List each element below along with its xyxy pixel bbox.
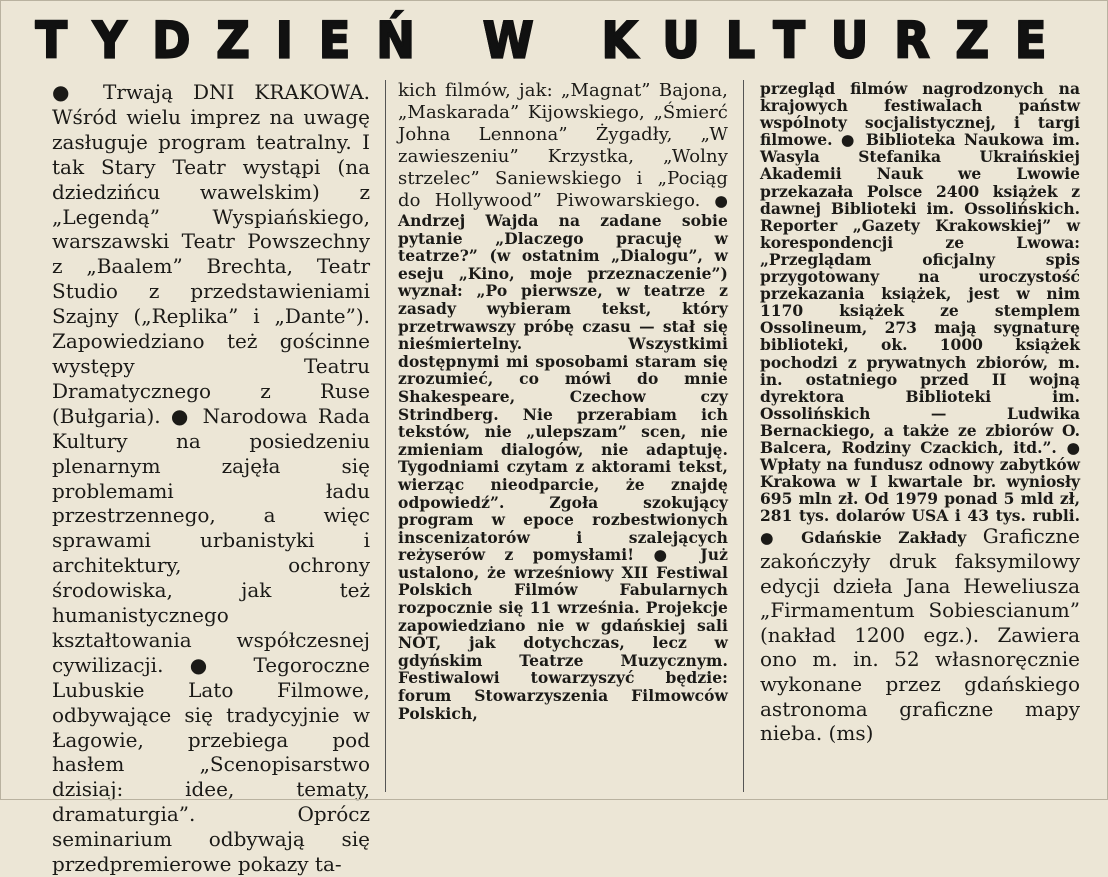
article-column-2 [398, 80, 728, 795]
column-text: przegląd filmów nagrodzonych na krajowych festiwalach państw wspólnoty socjalistycznej, i targi filmowe. ● Biblioteka Naukowa im. Wasyla Stefanika Ukraińskiej Akademii Nauk we Lwowie przekazała Polsce 2400 książek z dawnej Biblioteki im. Ossolińskich. Reporter „Gazety Krakowskiej” w korespondencji ze Lwowa: „Przeglądam oficjalny spis przygotowany na uroczystość przekazania książek, jest w nim 1170 książek ze stemplem Ossolineum, 273 mają sygnaturę biblioteki, ok. 1000 książek pochodzi z prywatnych zbiorów, m. in. ostatniego przed II wojną dyrektora Biblioteki im. Ossolińskich — Ludwika Bernackiego, a także ze zbiorów O. Balcera, Rodziny Czackich, itd.”. ● Wpłaty na fundusz odnowy zabytków Krakowa w I kwartale br. wyniosły 695 mln zł. Od 1979 ponad 5 mld zł, 281 tys. dolarów USA i 43 tys. rubli. ● Gdańskie Zakłady [760, 79, 1080, 548]
column-lead-text: kich filmów, jak: „Magnat” Bajona, „Maskarada” Kijowskiego, „Śmierć Johna Lennona” Żygadły, „W zawieszeniu” Krzystka, „Wolny strzelec” Saniewskiego i „Pociąg do Hollywood” Piwowarskiego. [398, 80, 728, 211]
column-divider [385, 80, 386, 792]
article-column-3 [760, 80, 1080, 795]
column-divider [743, 80, 744, 792]
column-text: ● Andrzej Wajda na zadane sobie pytanie „Dlaczego pracuję w teatrze?” (w ostatnim „Dialogu”, w eseju „Kino, moje przeznaczenie”) wyznał: „Po pierwsze, w teatrze z zasady wybieram tekst, który przetrwawszy próbę czasu — stał się nieśmiertelny. Wszystkimi dostępnymi mi sposobami staram się zrozumieć, co mówi do mnie Shakespeare, Czechow czy Strindberg. Nie przerabiam ich tekstów, nie „ulepszam” scen, nie zmieniam dialogów, nie adaptuję. Tygodniami czytam z aktorami tekst, wierząc nieodparcie, że znajdę odpowiedź”. Zgoła szokujący program w epoce rozbestwionych inscenizatorów i szalejących reżyserów z pomysłami! ● Już ustalono, że wrześniowy XII Festiwal Polskich Filmów Fabularnych rozpocznie się 11 września. Projekcje zapowiedziano nie w gdańskiej sali NOT, jak dotychczas, lecz w gdyńskim Teatrze Muzycznym. Festiwalowi towarzyszyć będzie: forum Stowarzyszenia Filmowców Polskich, [398, 191, 728, 723]
masthead [0, 0, 1108, 74]
article-column-1 [52, 80, 370, 877]
column-closing-text: Graficzne zakończyły druk faksymilowy edycji dzieła Jana Heweliusza „Firmamentum Sobiescianum” (nakład 1200 egz.). Zawiera ono m. in. 52 własnoręcznie wykonane przez gdańskiego astronoma graficzne mapy nieba. (ms) [760, 524, 1080, 746]
column-text: ● Trwają DNI KRAKOWA. Wśród wielu imprez na uwagę zasługuje program teatralny. I tak Stary Teatr wystąpi (na dziedzińcu wawelskim) z „Legendą” Wyspiańskiego, warszawski Teatr Powszechny z „Baalem” Brechta, Teatr Studio z przedstawieniami Szajny („Replika” i „Dante”). Zapowiedziano też gościnne występy Teatru Dramatycznego z Ruse (Bułgaria). ● Narodowa Rada Kultury na posiedzeniu plenarnym zajęła się problemami ładu przestrzennego, a więc sprawami urbanistyki i architektury, ochrony środowiska, jak też humanistycznego kształtowania współczesnej cywilizacji. ● Tegoroczne Lubuskie Lato Filmowe, odbywające się tradycyjnie w Łagowie, przebiega pod hasłem „Scenopisarstwo dzisiaj: idee, tematy, dramaturgia”. Oprócz seminarium odbywają się przedpremierowe pokazy ta- [52, 80, 370, 877]
page-title: TYDZIEŃ W KULTURZE [35, 10, 1073, 70]
